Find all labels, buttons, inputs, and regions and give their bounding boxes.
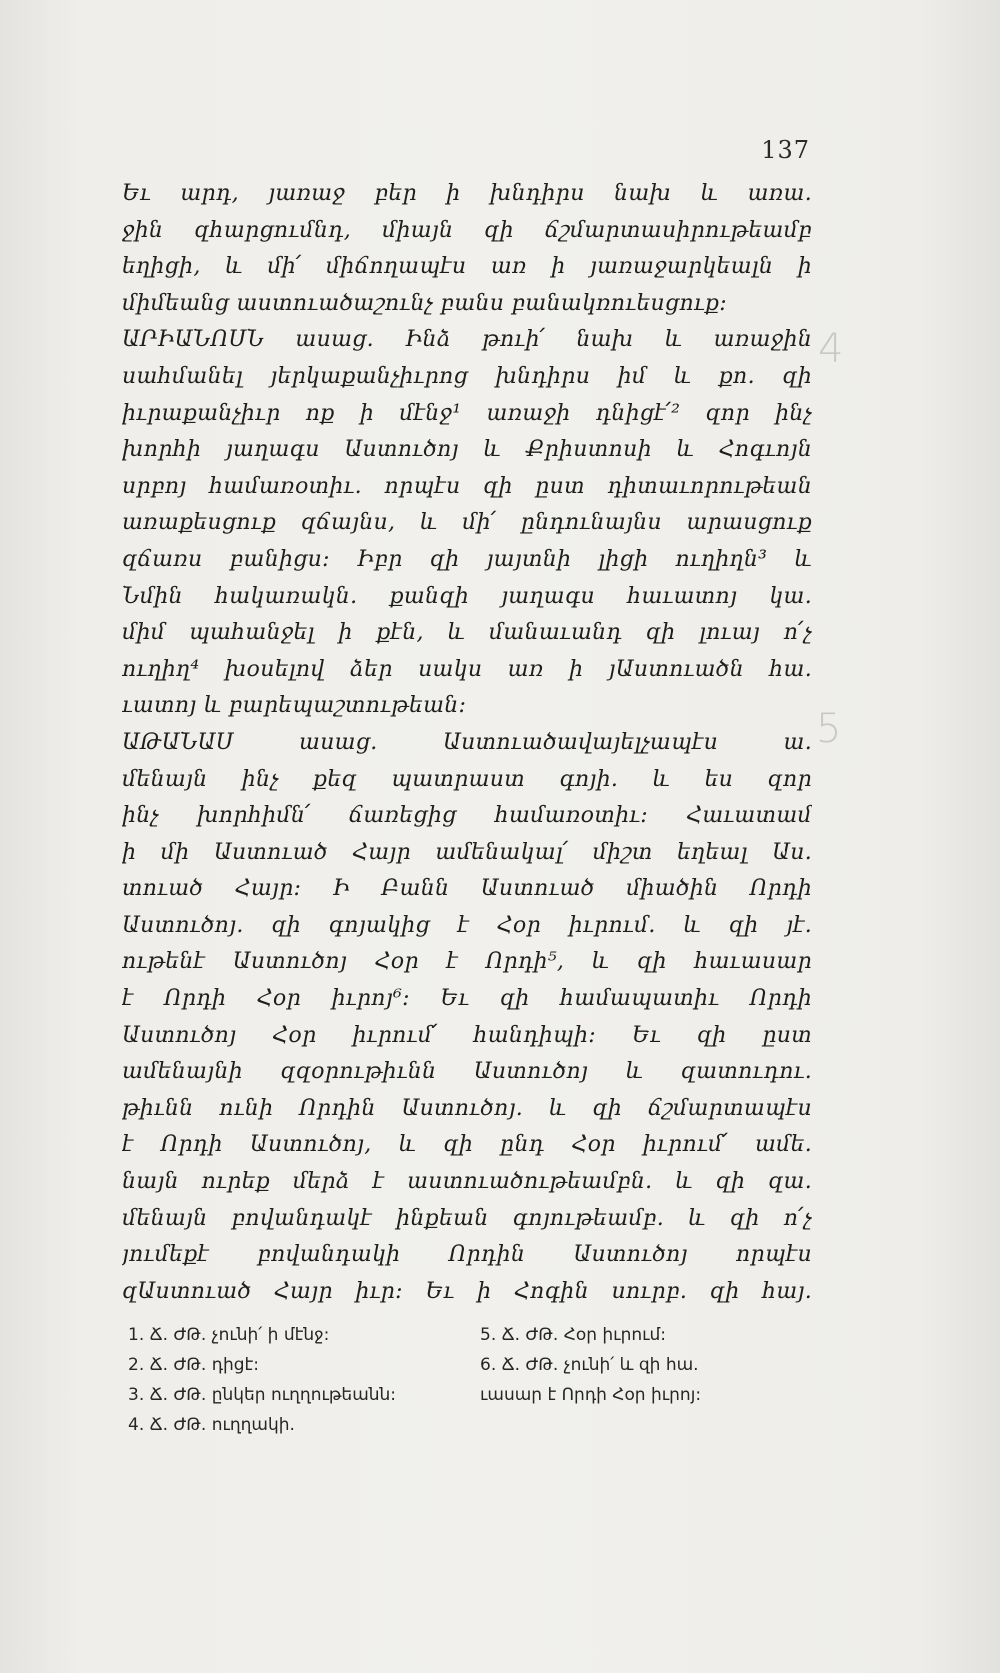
text-line: յումեքէ բովանդակի Որդին Աստուծոյ որպէս [122,1242,812,1268]
body-text [122,176,812,1310]
page-number: 137 [761,136,810,164]
text-line: ւատոյ և բարեպաշտութեան: [122,693,467,719]
text-line: ի մի Աստուած Հայր ամենակալ՛ միշտ եղեալ Աս. [122,839,812,865]
text-line: Աստուծոյ Հօր իւրում՛ հանդիպի: Եւ զի ըստ [122,1022,812,1048]
text-line: առաքեսցուք զճայնս, և մի՛ ընդունայնս արասցուք [122,510,812,536]
text-line: թիւնն ունի Որդին Աստուծոյ. և զի ճշմարտապէս [122,1095,812,1121]
text-line: զԱստուած Հայր իւր: Եւ ի Հոգին սուրբ. զի հայ. [122,1278,812,1304]
footnotes-left-column [128,1320,468,1440]
text-line: Աստուծոյ. զի գոյակից է Հօր իւրում. և զի յէ. [122,912,812,938]
text-line: է Որդի Աստուծոյ, և զի ընդ Հօր իւրում՛ ամե. [122,1132,812,1158]
text-line: ջին զհարցումնդ, միայն զի ճշմարտասիրութեամբ [122,217,812,243]
text-line: տուած Հայր: Ի Բանն Աստուած միածին Որդի [122,876,812,902]
margin-mark-5: 5 [816,706,842,752]
footnote: 4. Ճ. ԺԹ. ուղղակի. [128,1415,295,1435]
text-line: Եւ արդ, յառաջ բեր ի խնդիրս նախ և առա. [122,181,812,206]
footnote: 2. Ճ. ԺԹ. դիցէ: [128,1355,259,1375]
footnote: 1. Ճ. ԺԹ. չունի՛ ի մէնջ: [128,1325,330,1345]
footnote: 6. Ճ. ԺԹ. չունի՛ և զի հա. [480,1355,699,1375]
footnotes-right-column [480,1320,828,1410]
margin-mark-4: 4 [818,326,844,372]
text-line: իւրաքանչիւր ոք ի մէնջ¹ առաջի դնիցէ՛² զոր ինչ [122,400,812,426]
footnote: ւասար է Որդի Հօր իւրոյ: [480,1385,702,1405]
text-line: խորհի յաղագս Աստուծոյ և Քրիստոսի և Հոգւոյն [122,437,812,463]
text-line: ԱՐԻԱՆՈՍՆ ասաց. Ինձ թուի՛ նախ և առաջին [122,327,812,353]
text-line: Նմին հակառակն. քանզի յաղագս հաւատոյ կա. [122,583,812,609]
text-line: եղիցի, և մի՛ միճողապէս առ ի յառաջարկեալն ի [122,254,812,280]
text-line: է Որդի Հօր իւրոյ⁶: Եւ զի համապատիւ Որդի [122,986,812,1012]
text-line: ութենէ Աստուծոյ Հօր է Որդի⁵, և զի հաւասար [122,949,812,975]
text-line: միմեանց աստուածաշունչ բանս բանակռուեսցուք: [122,290,727,316]
text-line: նայն ուրեք մերձ է աստուածութեամբն. և զի զա. [122,1169,812,1195]
text-line: ԱԹԱՆԱՍ ասաց. Աստուածավայելչապէս ա. [122,729,812,755]
text-line: ամենայնի զզօրութիւնն Աստուծոյ և զատուդու. [122,1059,812,1085]
text-line: մենայն ինչ քեզ պատրաստ գոյի. և ես զոր [122,766,812,792]
text-line: զճառս բանիցս: Իբր զի յայտնի լիցի ուղիղն³ և [122,546,812,572]
footnote: 5. Ճ. ԺԹ. Հօր իւրում: [480,1325,667,1345]
footnote: 3. Ճ. ԺԹ. ընկեր ուղղութեանն: [128,1385,397,1405]
text-line: մենայն բովանդակէ ինքեան գոյութեամբ. և զի ո՛չ [122,1205,812,1231]
text-line: ինչ խորհիմն՛ ճառեցից համառօտիւ: Հաւատամ [122,803,812,829]
text-line: միմ պահանջել ի քէն, և մանաւանդ զի լուայ ո՛չ [122,620,812,646]
text-line: սրբոյ համառօտիւ. որպէս զի ըստ դիտաւորութեան [122,473,812,499]
text-line: ուղիղ⁴ խօսելով ձեր սակս առ ի յԱստուածն հա. [122,656,812,682]
text-line: սահմանել յերկաքանչիւրոց խնդիրս իմ և քո. զի [122,363,812,389]
